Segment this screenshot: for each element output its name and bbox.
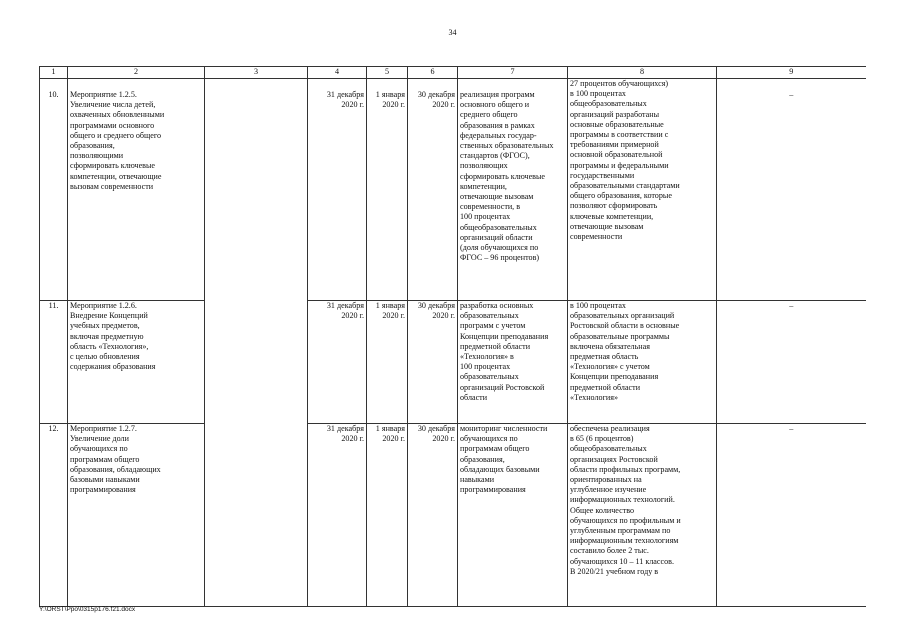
planned-date: 31 декабря 2020 г. [308, 301, 367, 424]
header-cell-2: 2 [68, 67, 205, 79]
measure-name: Мероприятие 1.2.5. Увеличение числа детей, охваченных обновленными программами основного общего и среднего общего образования, позволяющими сформировать ключевые компетенции, отвечающие вызовам современности [68, 79, 205, 301]
actual-result: в 100 процентах образовательных организаций Ростовской области в основные образовательные программы включена обязательная предметная область «Технология» с учетом Концепции преподавания предметной области «Технология» [568, 301, 717, 424]
header-cell-8: 8 [568, 67, 717, 79]
page-number: 34 [448, 28, 457, 37]
header-cell-4: 4 [308, 67, 367, 79]
actual-end-date: 30 декабря 2020 г. [408, 424, 458, 607]
planned-result: разработка основных образовательных программ с учетом Концепции преподавания предметной области «Технология» в 100 процентах образовательных организаций Ростовской области [458, 301, 568, 424]
row-number: 10. [40, 79, 68, 301]
deviation-cell: – [717, 301, 866, 424]
planned-result: реализация программ основного общего и среднего общего образования в рамках федеральных государ- ственных образовательных стандартов (ФГОС), позволяющих сформировать ключевые компетенции, отвечающие вызовам современности, в 100 процентах общеобразовательных организаций области (доля обучающихся по ФГОС – 96 процентов) [458, 79, 568, 301]
deviation-cell: – [717, 424, 866, 607]
deviation-cell: – [717, 79, 866, 301]
table-header-row [40, 67, 866, 79]
actual-start-date: 1 января 2020 г. [367, 79, 408, 301]
planned-date: 31 декабря 2020 г. [308, 79, 367, 301]
actual-result: 27 процентов обучающихся) в 100 процентах общеобразовательных организаций разработаны основные образовательные программы в соответствии с требованиями примерной основной образовательной программы и федеральными государственными образовательными стандартами общего образования, которые позволяют сформировать ключевые компетенции, отвечающие вызовам современности [568, 79, 717, 301]
header-cell-5: 5 [367, 67, 408, 79]
planned-date: 31 декабря 2020 г. [308, 424, 367, 607]
planned-result: мониторинг численности обучающихся по программам общего образования, обладающих базовыми навыками программирования [458, 424, 568, 607]
header-cell-3: 3 [205, 67, 308, 79]
table-row [40, 79, 866, 301]
actual-end-date: 30 декабря 2020 г. [408, 301, 458, 424]
table-row [40, 301, 866, 424]
header-cell-7: 7 [458, 67, 568, 79]
actual-result: обеспечена реализация в 65 (6 процентов) общеобразовательных организациях Ростовской области профильных программ, ориентированных на углубленное изучение информационных технологий. Общее количество обучающихся по профильным и углубленным программам по информационным технологиям составило более 2 тыс. обучающихся 10 – 11 классов. В 2020/21 учебном году в [568, 424, 717, 607]
table-row [40, 424, 866, 607]
row-number: 12. [40, 424, 68, 607]
measure-name: Мероприятие 1.2.7. Увеличение доли обучающихся по программам общего образования, обладающих базовыми навыками программирования [68, 424, 205, 607]
measures-table [39, 66, 866, 607]
file-path-footer: Y:\ORST\Ppo\0315p176.f21.docx [39, 606, 136, 613]
actual-start-date: 1 января 2020 г. [367, 424, 408, 607]
measure-name: Мероприятие 1.2.6. Внедрение Концепций учебных предметов, включая предметную область «Технология», с целью обновления содержания образования [68, 301, 205, 424]
actual-end-date: 30 декабря 2020 г. [408, 79, 458, 301]
row-number: 11. [40, 301, 68, 424]
responsible-cell [205, 79, 308, 607]
actual-start-date: 1 января 2020 г. [367, 301, 408, 424]
header-cell-9: 9 [717, 67, 866, 79]
header-cell-6: 6 [408, 67, 458, 79]
header-cell-1: 1 [40, 67, 68, 79]
